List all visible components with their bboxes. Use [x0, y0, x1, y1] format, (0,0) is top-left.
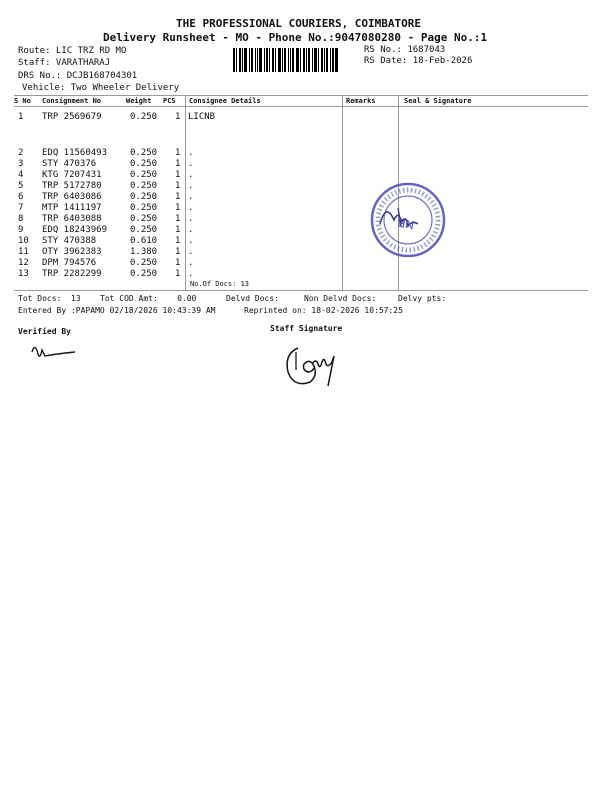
row-pcs: 1 — [175, 203, 181, 213]
row-sno: 2 — [18, 148, 24, 158]
row-sno: 8 — [18, 214, 24, 224]
staff-signature-label: Staff Signature — [270, 324, 343, 333]
col-pcs: PCS — [163, 97, 176, 105]
row-weight: 0.250 — [130, 214, 158, 224]
reprinted-on: Reprinted on: 18-02-2026 10:57:25 — [244, 306, 403, 315]
row-sno: 4 — [18, 170, 24, 180]
row-consignment: STY 470388 — [42, 236, 97, 246]
delvy-pts: Delvy pts: — [398, 294, 447, 303]
row-pcs: 1 — [175, 192, 181, 202]
runsheet-title: Delivery Runsheet - MO - Phone No.:9047080280 - Page No.:1 — [103, 31, 488, 44]
row-pcs: 1 — [175, 148, 181, 158]
row-pcs: 1 — [175, 159, 181, 169]
row-consignee: . — [188, 214, 194, 224]
row-weight: 0.250 — [130, 225, 158, 235]
row-consignment: EDQ 18243969 — [42, 225, 108, 235]
no-of-docs: No.Of Docs: 13 — [190, 280, 250, 288]
row-sno: 11 — [18, 247, 29, 257]
company-title: THE PROFESSIONAL COURIERS, COIMBATORE — [176, 17, 422, 30]
row-weight: 0.610 — [130, 236, 158, 246]
row-consignment: MTP 1411197 — [42, 203, 102, 213]
row-sno: 9 — [18, 225, 24, 235]
row-pcs: 1 — [175, 170, 181, 180]
row-pcs: 1 — [175, 225, 181, 235]
tot-cod: Tot COD Amt: 0.00 — [100, 294, 197, 303]
row-consignment: TRP 6403086 — [42, 192, 102, 202]
row-consignee: . — [188, 148, 194, 158]
row-consignment: STY 470376 — [42, 159, 97, 169]
col-weight: Weight — [126, 97, 152, 105]
stamp-text: NB — [396, 215, 416, 232]
row-weight: 0.250 — [130, 269, 158, 279]
rs-number: RS No.: 1687043 — [364, 45, 446, 55]
column-divider — [342, 95, 343, 290]
row-consignee: . — [188, 269, 194, 279]
row-consignee: . — [188, 181, 194, 191]
col-remarks: Remarks — [346, 97, 376, 105]
row-pcs: 1 — [175, 247, 181, 257]
row-pcs: 1 — [175, 214, 181, 224]
row-consignee: . — [188, 203, 194, 213]
row-weight: 0.250 — [130, 159, 158, 169]
rs-date: RS Date: 18-Feb-2026 — [364, 56, 473, 66]
tot-docs: Tot Docs: 13 — [18, 294, 81, 303]
route-label: Route: LIC TRZ RD MO — [18, 46, 127, 56]
row-weight: 0.250 — [130, 203, 158, 213]
row-sno: 13 — [18, 269, 29, 279]
row-pcs: 1 — [175, 181, 181, 191]
verified-by-label: Verified By — [18, 327, 71, 336]
row-consignee: . — [188, 192, 194, 202]
staff-signature-icon — [278, 338, 354, 394]
row-weight: 0.250 — [130, 181, 158, 191]
col-sno: S No — [14, 97, 31, 105]
delvd-docs: Delvd Docs: — [226, 294, 279, 303]
row-sno: 12 — [18, 258, 29, 268]
row-consignment: TRP 2569679 — [42, 112, 102, 122]
row-pcs: 1 — [175, 236, 181, 246]
row-consignee: . — [188, 258, 194, 268]
row-weight: 0.250 — [130, 170, 158, 180]
row-weight: 1.380 — [130, 247, 158, 257]
row-consignee: LICNB — [188, 112, 216, 122]
table-bottom-border — [14, 290, 588, 291]
row-consignee: . — [188, 225, 194, 235]
barcode — [233, 48, 357, 72]
row-consignee: . — [188, 236, 194, 246]
row-weight: 0.250 — [130, 112, 158, 122]
row-consignment: TRP 6403088 — [42, 214, 102, 224]
row-sno: 1 — [18, 112, 24, 122]
column-divider — [185, 95, 186, 290]
row-consignment: TRP 5172780 — [42, 181, 102, 191]
non-delvd-docs: Non Delvd Docs: — [304, 294, 377, 303]
col-consignment: Consignment No — [42, 97, 102, 105]
row-pcs: 1 — [175, 269, 181, 279]
row-consignment: EDQ 11560493 — [42, 148, 108, 158]
drs-label: DRS No.: DCJB168704301 — [18, 71, 138, 81]
row-pcs: 1 — [175, 112, 181, 122]
row-consignee: . — [188, 159, 194, 169]
row-sno: 6 — [18, 192, 24, 202]
row-pcs: 1 — [175, 258, 181, 268]
row-consignment: OTY 3962383 — [42, 247, 102, 257]
row-weight: 0.250 — [130, 192, 158, 202]
row-consignee: . — [188, 247, 194, 257]
row-consignment: TRP 2282299 — [42, 269, 102, 279]
row-sno: 3 — [18, 159, 24, 169]
row-consignment: DPM 794576 — [42, 258, 97, 268]
row-sno: 5 — [18, 181, 24, 191]
seal-stamp-icon — [368, 180, 448, 260]
col-seal: Seal & Signature — [404, 97, 472, 105]
row-consignment: KTG 7207431 — [42, 170, 102, 180]
row-consignee: . — [188, 170, 194, 180]
table-top-border — [14, 95, 588, 96]
col-consignee: Consignee Details — [189, 97, 261, 105]
row-weight: 0.250 — [130, 258, 158, 268]
staff-label: Staff: VARATHARAJ — [18, 58, 111, 68]
row-weight: 0.250 — [130, 148, 158, 158]
table-header-border — [14, 106, 588, 107]
entered-by: Entered By :PAPAMO 02/18/2026 10:43:39 AM — [18, 306, 216, 315]
verified-signature-icon — [28, 338, 88, 360]
row-sno: 7 — [18, 203, 24, 213]
vehicle-label: Vehicle: Two Wheeler Delivery — [22, 83, 180, 93]
row-sno: 10 — [18, 236, 29, 246]
